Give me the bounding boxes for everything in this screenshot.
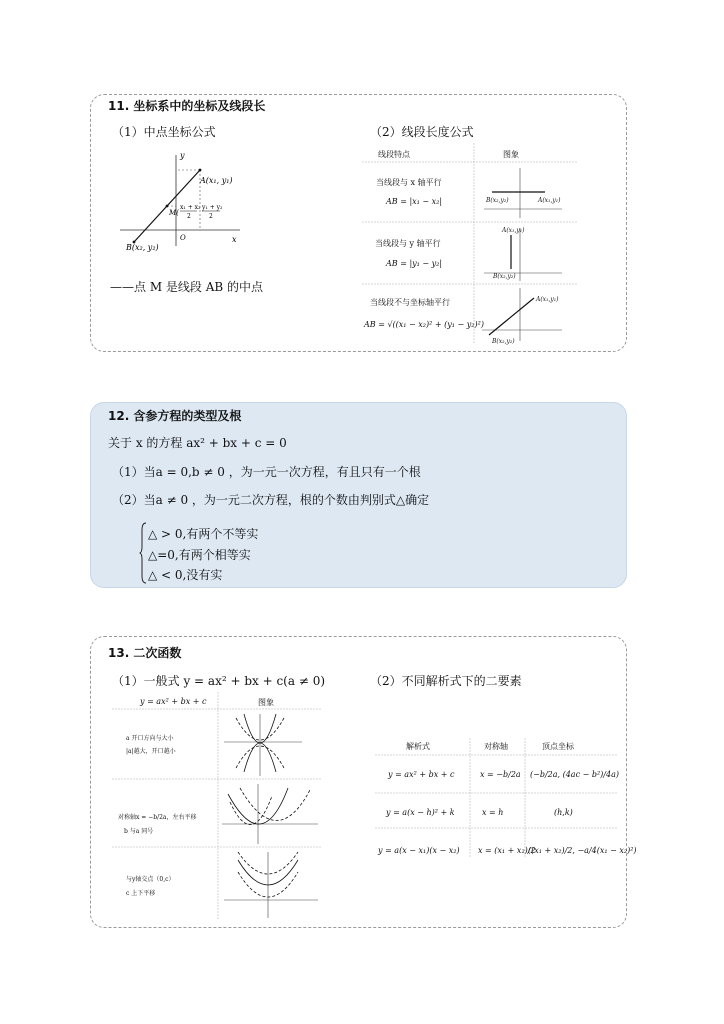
midpoint-formula-label: （1）中点坐标公式 <box>112 125 216 139</box>
lt-row2-line1: 对称轴x = −b/2a，左右平移 <box>118 814 197 821</box>
vertex-table-lines <box>375 738 620 858</box>
row3-point-a: A(x₁,y₁) <box>536 296 559 303</box>
lt-row1-line2: |a|越大，开口越小 <box>126 748 176 755</box>
rt-row1-axis: x = −b/2a <box>480 770 521 779</box>
rt-row2-axis: x = h <box>482 808 504 817</box>
rt-head-vertex: 顶点坐标 <box>542 742 574 751</box>
case-linear: （1）当a = 0,b ≠ 0 ，为一元一次方程，有且只有一个根 <box>112 465 421 479</box>
midpoint-footnote: ——点 M 是线段 AB 的中点 <box>110 280 264 294</box>
lt-head-formula: y = ax² + bx + c <box>140 697 207 706</box>
rt-row3-vertex: ((x₁ + x₂)/2, −a/4(x₁ − x₂)²) <box>528 846 637 855</box>
disc-zero: △=0,有两个相等实 <box>148 548 251 562</box>
midpoint-y-den: 2 <box>209 213 213 220</box>
rt-row1-expression: y = ax² + bx + c <box>388 770 455 779</box>
section-12-title: 12. 含参方程的类型及根 <box>108 409 242 423</box>
rt-row3-expression: y = a(x − x₁)(x − x₂) <box>378 846 460 855</box>
row2-formula: AB = |y₁ − y₂| <box>386 259 443 268</box>
rt-row2-expression: y = a(x − h)² + k <box>386 808 455 817</box>
rt-row1-vertex: (−b/2a, (4ac − b²)/4a) <box>530 770 619 779</box>
rt-head-axis: 对称轴 <box>484 742 508 751</box>
origin-label: O <box>180 234 186 242</box>
rt-head-expression: 解析式 <box>406 742 430 751</box>
midpoint-diagram <box>110 150 260 260</box>
point-b-label: B(x₂, y₂) <box>126 243 159 252</box>
rt-row3-axis: x = (x₁ + x₂)/2 <box>478 846 536 855</box>
lt-row1-line1: a 开口方向与大小 <box>126 735 174 742</box>
row3-point-b: B(x₂,y₂) <box>492 338 515 345</box>
midpoint-x-num: x₁ + x₂ <box>180 204 201 211</box>
section-13-title: 13. 二次函数 <box>108 646 182 660</box>
point-m-label: M( <box>169 209 179 217</box>
lt-row3-line2: c 上下平移 <box>126 890 156 897</box>
segment-length-label: （2）线段长度公式 <box>370 125 474 139</box>
row1-point-a: A(x₁,y₁) <box>538 197 561 204</box>
disc-positive: △ > 0,有两个不等实 <box>148 527 259 541</box>
axis-y-label: y <box>180 151 185 160</box>
row2-point-b: B(x₂,y₂) <box>493 273 516 280</box>
row1-formula: AB = |x₁ − x₂| <box>386 197 443 206</box>
table-col-feature: 线段特点 <box>378 150 410 159</box>
midpoint-y-num: y₁ + y₂ <box>202 204 223 211</box>
case-quadratic: （2）当a ≠ 0 ，为一元二次方程，根的个数由判别式△确定 <box>112 493 430 507</box>
general-form-label: （1）一般式 y = ax² + bx + c(a ≠ 0) <box>112 674 326 688</box>
section-11-title: 11. 坐标系中的坐标及线段长 <box>108 99 266 113</box>
point-a-label: A(x₁, y₁) <box>200 176 233 185</box>
disc-negative: △ < 0,没有实 <box>148 568 223 582</box>
two-elements-label: （2）不同解析式下的二要素 <box>370 674 522 688</box>
row1-point-b: B(x₂,y₂) <box>486 197 509 204</box>
rt-row2-vertex: (h,k) <box>554 808 573 817</box>
row3-formula: AB = √((x₁ − x₂)² + (y₁ − y₂)²) <box>364 320 484 329</box>
row1-desc: 当线段与 x 轴平行 <box>376 178 442 187</box>
row3-desc: 当线段不与坐标轴平行 <box>370 298 450 307</box>
row2-desc: 当线段与 y 轴平行 <box>375 239 441 248</box>
row2-point-a: A(x₁,y₁) <box>502 227 525 234</box>
lt-row2-line2: b 与a 同号 <box>124 828 154 835</box>
axis-x-label: x <box>232 235 237 244</box>
midpoint-x-den: 2 <box>187 213 191 220</box>
equation-intro: 关于 x 的方程 ax² + bx + c = 0 <box>108 436 287 450</box>
table-col-graph: 图象 <box>503 150 519 159</box>
lt-row3-line1: 与y轴交点（0,c） <box>126 876 175 883</box>
lt-head-image: 图象 <box>258 698 274 707</box>
discriminant-brace <box>140 522 148 584</box>
